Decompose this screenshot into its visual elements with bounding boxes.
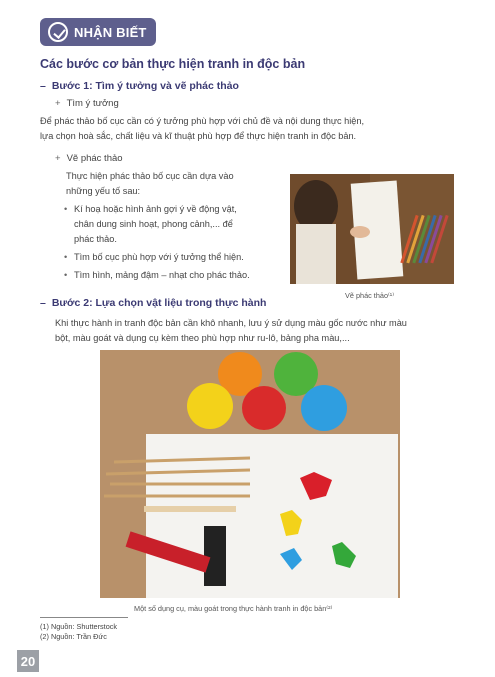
- materials-photo: [100, 350, 400, 598]
- paragraph-materials: [55, 316, 455, 346]
- paragraph-idea-line-2: lựa chọn hoà sắc, chất liệu và kĩ thuật phù hợp để thực hiện tranh in độc bản.: [40, 131, 357, 141]
- paint-tools-illustration: [100, 350, 400, 598]
- sub-heading-idea: + Tìm ý tưởng: [55, 98, 119, 109]
- sub-heading-sketch: + Vẽ phác thảo: [55, 153, 123, 164]
- step-2-title: Bước 2: Lựa chọn vật liệu trong thực hành: [51, 297, 267, 309]
- sketching-illustration: [290, 174, 454, 284]
- paragraph-sketch: [66, 169, 282, 199]
- check-circle-icon: [48, 22, 68, 42]
- step-1-title: Bước 1: Tìm ý tưởng và vẽ phác thảo: [51, 80, 239, 92]
- paragraph-sketch-line-2: những yếu tố sau:: [66, 186, 141, 196]
- paragraph-materials-line-2: bột, màu goát và dụng cụ kèm theo phù hợp như ru-lô, bảng pha màu,...: [55, 333, 350, 343]
- paragraph-materials-line-1: Khi thực hành in tranh độc bản cần khô nhanh, lưu ý sử dụng màu gốc nước như màu: [55, 318, 407, 328]
- sub-heading-idea-label: Tìm ý tưởng: [66, 98, 119, 109]
- list-item: • Kí hoạ hoặc hình ảnh gợi ý về động vật, chân dung sinh hoạt, phong cảnh,... để phác thảo.: [74, 202, 284, 247]
- list-item: • Tìm hình, mảng đậm – nhạt cho phác thảo.: [74, 268, 284, 283]
- step-1-heading: – Bước 1: Tìm ý tưởng và vẽ phác thảo: [40, 80, 239, 92]
- section-title: Các bước cơ bản thực hiện tranh in độc bản: [40, 57, 306, 71]
- paragraph-sketch-line-1: Thực hiện phác thảo bố cục cần dựa vào: [66, 171, 234, 181]
- footnote-2: (2) Nguồn: Trần Đức: [40, 632, 107, 641]
- footnote-1: (1) Nguồn: Shutterstock: [40, 622, 118, 631]
- footnote-divider: [40, 617, 128, 618]
- step-2-heading: – Bước 2: Lựa chọn vật liệu trong thực hành: [40, 297, 267, 309]
- list-item: • Tìm bố cục phù hợp với ý tưởng thể hiện.: [74, 250, 284, 265]
- paragraph-idea: [40, 114, 455, 144]
- sketching-photo-caption: Vẽ phác thảo⁽¹⁾: [345, 291, 395, 300]
- badge-label: NHẬN BIẾT: [74, 24, 147, 40]
- sub-heading-sketch-label: Vẽ phác thảo: [66, 153, 123, 164]
- section-badge: [40, 18, 156, 46]
- sketching-photo: [290, 174, 454, 284]
- materials-photo-caption: Một số dụng cụ, màu goát trong thực hành tranh in độc bản⁽²⁾: [134, 604, 333, 613]
- paragraph-idea-line-1: Để phác thảo bố cục cần có ý tưởng phù hợp với chủ đề và nội dung thực hiện,: [40, 116, 365, 126]
- page-number: 20: [17, 650, 39, 672]
